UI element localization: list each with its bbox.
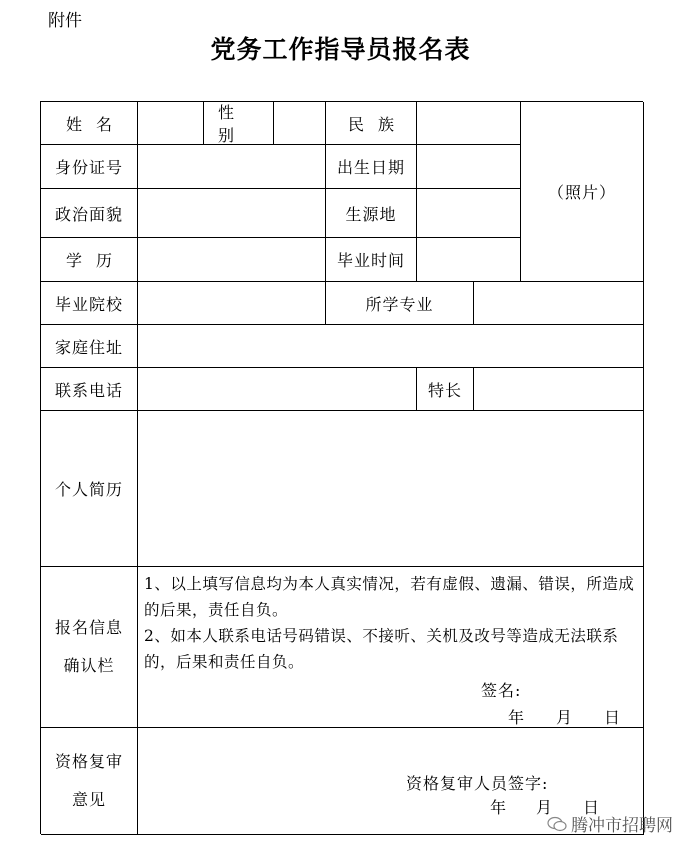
label-confirm-line1: 报名信息 <box>54 618 123 637</box>
label-major: 所学专业 <box>326 282 474 325</box>
school-field[interactable] <box>138 282 326 325</box>
review-month: 月 <box>536 798 554 817</box>
confirm-content <box>138 567 644 728</box>
label-phone: 联系电话 <box>41 368 138 411</box>
birth-date-field[interactable] <box>417 145 521 189</box>
label-review <box>41 728 138 835</box>
label-resume: 个人简历 <box>41 411 138 567</box>
confirm-year: 年 <box>508 708 526 727</box>
label-review-line1: 资格复审 <box>54 752 123 771</box>
phone-field[interactable] <box>138 368 417 411</box>
label-confirm <box>41 567 138 728</box>
label-confirm-line2: 确认栏 <box>63 656 115 675</box>
specialty-field[interactable] <box>474 368 644 411</box>
photo-field[interactable]: （照片） <box>521 102 644 282</box>
label-specialty: 特长 <box>417 368 474 411</box>
major-field[interactable] <box>474 282 644 325</box>
label-address: 家庭住址 <box>41 325 138 368</box>
label-gender: 性别 <box>204 102 274 145</box>
label-graduation-time: 毕业时间 <box>326 238 417 282</box>
review-year: 年 <box>490 798 508 817</box>
page-title: 党务工作指导员报名表 <box>210 35 471 64</box>
confirm-item-1: 1、以上填写信息均为本人真实情况，若有虚假、遗漏、错误，所造成的后果，责任自负。 <box>144 575 635 619</box>
id-number-field[interactable] <box>138 145 326 189</box>
address-field[interactable] <box>138 325 644 368</box>
label-id-number: 身份证号 <box>41 145 138 189</box>
wechat-icon <box>547 816 567 832</box>
education-field[interactable] <box>138 238 326 282</box>
name-field[interactable] <box>138 102 204 145</box>
resume-field[interactable] <box>138 411 644 567</box>
label-political-status: 政治面貌 <box>41 189 138 238</box>
confirm-month: 月 <box>556 708 574 727</box>
label-education: 学历 <box>41 238 138 282</box>
review-signature-label: 资格复审人员签字: <box>406 774 549 793</box>
watermark <box>547 811 673 836</box>
confirm-day: 日 <box>604 708 622 727</box>
label-ethnicity: 民族 <box>326 102 417 145</box>
attachment-label: 附件 <box>48 11 82 31</box>
graduation-time-field[interactable] <box>417 238 521 282</box>
ethnicity-field[interactable] <box>417 102 521 145</box>
origin-field[interactable] <box>417 189 521 238</box>
label-school: 毕业院校 <box>41 282 138 325</box>
label-name: 姓名 <box>41 102 138 145</box>
confirm-item-2: 2、如本人联系电话号码错误、不接听、关机及改号等造成无法联系的，后果和责任自负。 <box>144 627 619 671</box>
label-origin: 生源地 <box>326 189 417 238</box>
label-birth-date: 出生日期 <box>326 145 417 189</box>
registration-form-table <box>40 101 643 834</box>
review-day: 日 <box>583 798 601 817</box>
label-review-line2: 意见 <box>71 790 106 809</box>
gender-field[interactable] <box>274 102 326 145</box>
political-status-field[interactable] <box>138 189 326 238</box>
watermark-text: 腾冲市招聘网 <box>571 816 673 836</box>
confirm-signature-label: 签名: <box>481 681 522 700</box>
